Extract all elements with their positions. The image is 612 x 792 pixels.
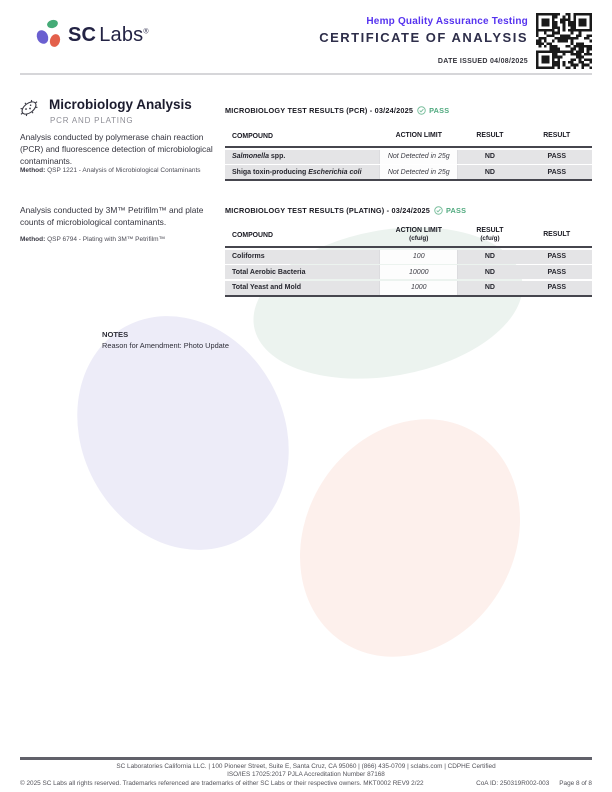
pcr-results-label: MICROBIOLOGY TEST RESULTS (PCR) - 03/24/2025 — [225, 106, 414, 115]
method-value: QSP 6794 - Plating with 3M™ Petrifilm™ — [45, 236, 166, 243]
pcr-results-title — [225, 106, 449, 115]
table-row — [225, 150, 592, 164]
compound-cell — [225, 169, 379, 176]
col-result2: RESULT — [543, 230, 571, 238]
status-cell: PASS — [547, 168, 566, 176]
section-title: Microbiology Analysis — [49, 97, 192, 112]
footer-copyright: © 2025 SC Labs all rights reserved. Trademarks referenced are trademarks of either SC Labs or their respective owners. MKT0002 REV9 2/22 — [20, 780, 424, 787]
microbe-icon — [16, 96, 42, 120]
action-limit-cell: 10000 — [379, 265, 458, 279]
plating-results-label: MICROBIOLOGY TEST RESULTS (PLATING) - 03/24/2025 — [225, 206, 431, 215]
document-title: CERTIFICATE OF ANALYSIS — [319, 30, 528, 45]
pcr-description: Analysis conducted by polymerase chain reaction (PCR) and fluorescence detection of microbiological contaminants. — [20, 132, 213, 167]
header-right-block — [319, 16, 528, 65]
col-result2: RESULT — [543, 131, 571, 139]
compound-italic: Salmonella — [232, 153, 269, 160]
method-value: QSP 1221 - Analysis of Microbiological Contaminants — [45, 167, 201, 174]
plating-results-table — [225, 224, 592, 297]
logo-dot-green — [46, 19, 59, 30]
col-compound: COMPOUND — [232, 231, 273, 239]
result-cell: ND — [484, 168, 495, 176]
col-result: RESULT — [476, 131, 504, 139]
background-blob-pink — [256, 378, 564, 699]
result-cell: ND — [484, 268, 495, 276]
footer-address: SC Laboratories California LLC. | 100 Pioneer Street, Suite E, Santa Cruz, CA 95060 | (866) 435-0709 | sclabs.com | CDPHE Certified — [116, 763, 496, 770]
logo-sc: SC — [68, 24, 97, 46]
qr-code — [536, 13, 592, 69]
plating-method — [20, 236, 230, 243]
footer-accreditation: ISO/IES 17025:2017 PJLA Accreditation Number 87168 — [227, 771, 385, 778]
method-label: Method: — [20, 167, 46, 174]
header-divider — [20, 73, 592, 75]
status-cell: PASS — [547, 284, 566, 291]
footer-divider — [20, 757, 592, 760]
table-row — [225, 165, 592, 181]
table-row — [225, 250, 592, 264]
pass-check-icon — [417, 106, 426, 115]
result-cell: ND — [484, 153, 495, 160]
col-unit: (cfu/g) — [409, 235, 429, 243]
program-name: Hemp Quality Assurance Testing — [366, 16, 528, 27]
plating-results-title — [225, 206, 466, 215]
registered-mark: ® — [143, 28, 149, 36]
table-row — [225, 265, 592, 279]
pass-status: PASS — [446, 206, 467, 215]
notes-text: Reason for Amendment: Photo Update — [102, 341, 229, 350]
sclabs-logo-icon — [36, 19, 64, 49]
status-cell: PASS — [547, 153, 566, 160]
action-limit-cell: Not Detected in 25g — [379, 150, 458, 164]
col-label: ACTION LIMIT — [395, 226, 442, 234]
result-cell: ND — [484, 253, 495, 260]
col-label: RESULT — [476, 226, 504, 234]
logo-dot-coral — [48, 33, 62, 48]
col-result — [458, 227, 521, 243]
sclabs-logo-text — [68, 24, 149, 47]
compound-suffix: spp. — [268, 153, 286, 160]
compound-cell: Total Aerobic Bacteria — [232, 268, 306, 276]
status-cell: PASS — [547, 268, 566, 276]
table-row — [225, 281, 592, 297]
action-limit-cell: 100 — [379, 250, 458, 264]
status-cell: PASS — [547, 253, 566, 260]
col-compound: COMPOUND — [232, 132, 273, 140]
plating-description: Analysis conducted by 3M™ Petrifilm™ and plate counts of microbiological contaminants. — [20, 205, 204, 228]
result-cell: ND — [484, 284, 495, 291]
action-limit-cell: Not Detected in 25g — [379, 165, 458, 179]
method-label: Method: — [20, 236, 46, 243]
compound-italic: Escherichia coli — [308, 168, 362, 176]
footer-coa-id: CoA ID: 250319R002-003 — [476, 780, 550, 787]
col-action-limit: ACTION LIMIT — [395, 131, 442, 139]
footer-page-number: Page 8 of 8 — [559, 780, 592, 787]
notes-title: NOTES — [102, 330, 129, 339]
footer-bottom-line — [20, 780, 592, 787]
compound-cell: Coliforms — [232, 253, 265, 260]
pass-check-icon — [434, 206, 443, 215]
logo-dot-purple — [35, 28, 51, 45]
notes-block — [102, 330, 229, 350]
compound-prefix: Shiga toxin-producing — [232, 168, 309, 176]
action-limit-cell: 1000 — [379, 281, 458, 295]
col-unit: (cfu/g) — [480, 235, 500, 243]
logo-labs: Labs — [99, 24, 144, 46]
table-header-row — [225, 224, 592, 248]
date-issued: DATE ISSUED 04/08/2025 — [437, 58, 528, 65]
table-header-row — [225, 126, 592, 148]
compound-cell: Total Yeast and Mold — [232, 284, 301, 291]
section-subtitle: PCR AND PLATING — [50, 116, 134, 125]
pcr-results-table — [225, 126, 592, 181]
pcr-method — [20, 167, 230, 174]
compound-cell — [225, 153, 379, 160]
col-action-limit — [379, 227, 458, 243]
pass-status: PASS — [429, 106, 450, 115]
